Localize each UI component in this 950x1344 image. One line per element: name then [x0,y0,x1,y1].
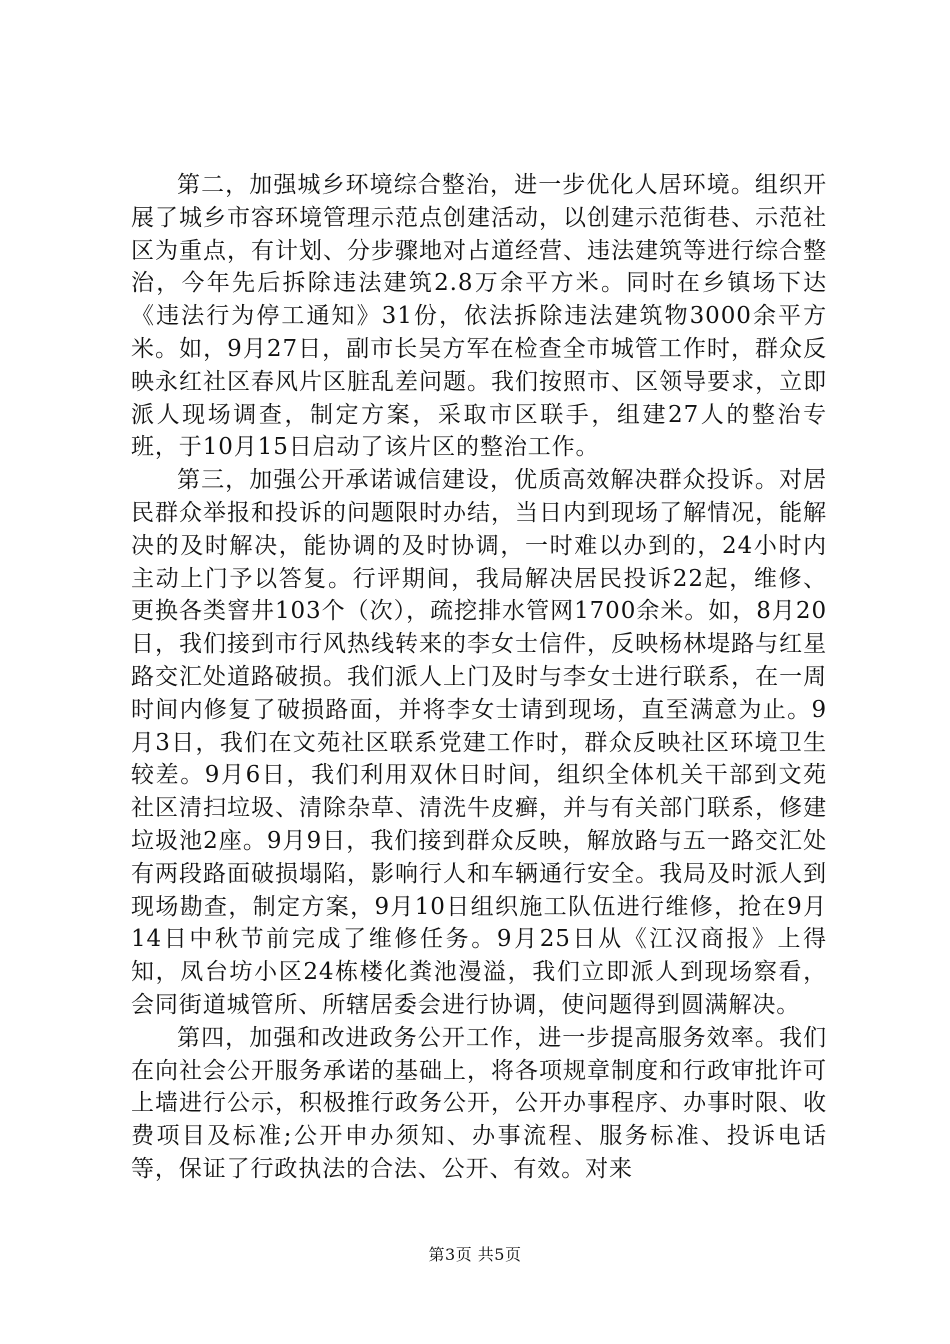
paragraph-section-three: 第三，加强公开承诺诚信建设，优质高效解决群众投诉。对居民群众举报和投诉的问题限时办结，当日内到现场了解情况，能解决的及时解决，能协调的及时协调，一时难以办到的，24小时内主动上门予以答复。行评期间，我局解决居民投诉22起，维修、更换各类窨井103个（次），疏挖排水管网1700余米。如，8月20日，我们接到市行风热线转来的李女士信件，反映杨林堤路与红星路交汇处道路破损。我们派人上门及时与李女士进行联系，在一周时间内修复了破损路面，并将李女士请到现场，直至满意为止。9月3日，我们在文苑社区联系党建工作时，群众反映社区环境卫生较差。9月6日，我们利用双休日时间，组织全体机关干部到文苑社区清扫垃圾、清除杂草、清洗牛皮癣，并与有关部门联系，修建垃圾池2座。9月9日，我们接到群众反映，解放路与五一路交汇处有两段路面破损塌陷，影响行人和车辆通行安全。我局及时派人到现场勘查，制定方案，9月10日组织施工队伍进行维修，抢在9月14日中秋节前完成了维修任务。9月25日从《江汉商报》上得知，凤台坊小区24栋楼化粪池漫溢，我们立即派人到现场察看，会同街道城管所、所辖居委会进行协调，使问题得到圆满解决。 [131,467,827,1018]
paragraph-section-two: 第二，加强城乡环境综合整治，进一步优化人居环境。组织开展了城乡市容环境管理示范点创建活动，以创建示范街巷、示范社区为重点，有计划、分步骤地对占道经营、违法建筑等进行综合整治，今年先后拆除违法建筑2.8万余平方米。同时在乡镇场下达《违法行为停工通知》31份，依法拆除违法建筑物3000余平方米。如，9月27日，副市长吴方军在检查全市城管工作时，群众反映永红社区春风片区脏乱差问题。我们按照市、区领导要求，立即派人现场调查，制定方案，采取市区联手，组建27人的整治专班，于10月15日启动了该片区的整治工作。 [131,172,827,461]
paragraph-section-four: 第四，加强和改进政务公开工作，进一步提高服务效率。我们在向社会公开服务承诺的基础上，将各项规章制度和行政审批许可上墙进行公示，积极推行政务公开，公开办事程序、办事时限、收费项目及标准;公开申办须知、办事流程、服务标准、投诉电话等，保证了行政执法的合法、公开、有效。对来 [131,1024,827,1182]
document-body [131,169,827,1186]
page-number-footer: 第3页 共5页 [428,1245,522,1264]
